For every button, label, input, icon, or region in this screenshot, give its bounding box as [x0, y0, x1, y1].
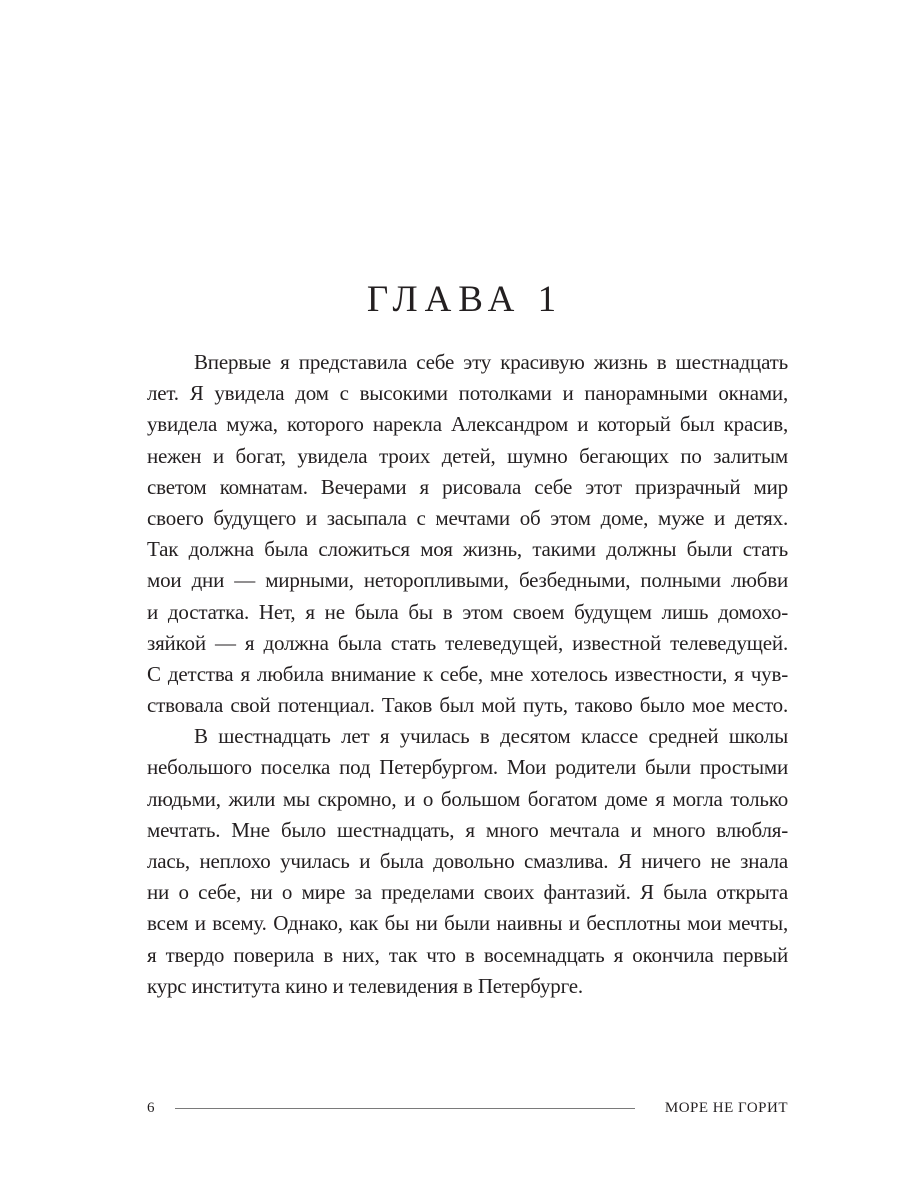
text-line: зяйкой — я должна была стать телеведущей, известной телеведущей.	[147, 630, 788, 655]
footer-rule	[175, 1108, 635, 1109]
paragraph-1	[147, 347, 788, 721]
text-line: небольшого поселка под Петербургом. Мои родители были простыми	[147, 755, 788, 780]
text-line: увидела мужа, которого нарекла Александром и который был красив,	[147, 412, 788, 437]
chapter-title: ГЛАВА 1	[366, 279, 564, 320]
text-line: своего будущего и засыпала с мечтами об этом доме, муже и детях.	[147, 505, 788, 530]
text-line: и достатка. Нет, я не была бы в этом своем будущем лишь домохо-	[147, 599, 788, 624]
text-line: мечтать. Мне было шестнадцать, я много мечтала и много влюбля-	[147, 817, 788, 842]
text-line: курс института кино и телевидения в Петербурге.	[147, 973, 583, 998]
text-line: ни о себе, ни о мире за пределами своих фантазий. Я была открыта	[147, 880, 788, 905]
text-line: людьми, жили мы скромно, и о большом богатом доме я могла только	[147, 786, 788, 811]
text-line: я твердо поверила в них, так что в восемнадцать я окончила первый	[147, 942, 788, 967]
page-number: 6	[147, 1099, 155, 1116]
text-line: Впервые я представила себе эту красивую жизнь в шестнадцать	[194, 350, 788, 374]
text-line: всем и всему. Однако, как бы ни были наивны и бесплотны мои мечты,	[147, 911, 788, 936]
text-line: лет. Я увидела дом с высокими потолками и панорамными окнами,	[147, 381, 788, 406]
chapter-body	[147, 347, 788, 1002]
text-line: Так должна была сложиться моя жизнь, такими должны были стать	[147, 537, 788, 562]
text-line: мои дни — мирными, неторопливыми, безбедными, полными любви	[147, 568, 788, 593]
paragraph-2	[147, 721, 788, 1002]
text-line: В шестнадцать лет я училась в десятом классе средней школы	[194, 724, 788, 749]
text-line: нежен и богат, увидела троих детей, шумно бегающих по залитым	[147, 443, 788, 468]
page-footer	[147, 1097, 788, 1119]
running-title: МОРЕ НЕ ГОРИТ	[664, 1099, 788, 1116]
text-line: С детства я любила внимание к себе, мне хотелось известности, я чув-	[147, 661, 788, 686]
text-line: светом комнатам. Вечерами я рисовала себе этот призрачный мир	[147, 474, 788, 499]
text-line: ствовала свой потенциал. Таков был мой путь, таково было мое место.	[147, 693, 788, 718]
text-line: лась, неплохо училась и была довольно смазлива. Я ничего не знала	[147, 849, 788, 873]
